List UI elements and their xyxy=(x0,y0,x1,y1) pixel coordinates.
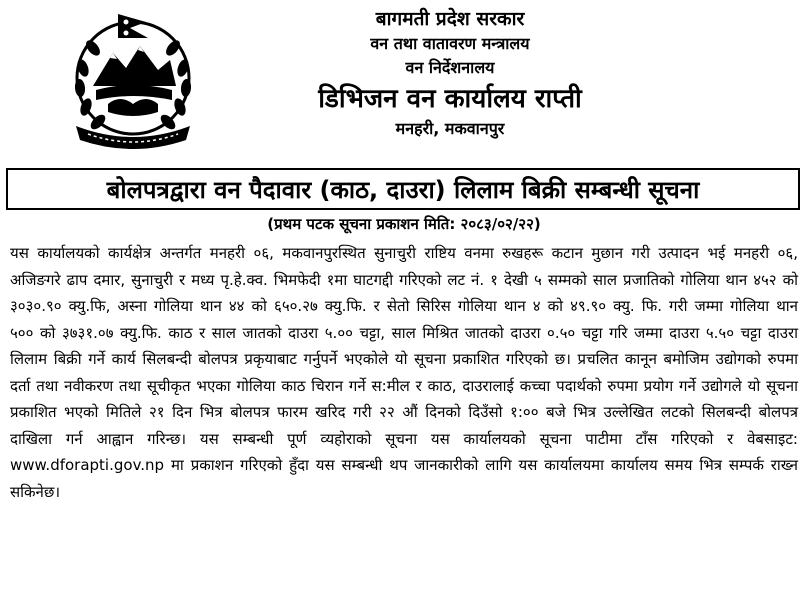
letterhead xyxy=(200,6,700,140)
notice-body: यस कार्यालयको कार्यक्षेत्र अन्तर्गत मनहरी ०६, मकवानपुरस्थित सुनाचुरी राष्टिय वनमा रुखहरू कटान मुछान गरी उत्पादन भई मनहरी ०६, अजिङगरे ढाप दमार, सुनाचुरी र मध्य पृ.हे.क्व. भिमफेदी १मा घाटगद्दी गरिएको लट नं. १ देखी ५ सम्मको साल प्रजातिको गोलिया थान ४५२ को ३०३०.९० क्यु.फि, अस्ना गोलिया थान ४४ को ६५०.२७ क्यु.फि. र सेतो सिरिस गोलिया थान ४ को ४९.९० क्यु. फि. गरी जम्मा गोलिया थान ५०० को ३७३१.०७ क्यु.फि. काठ र साल जातको दाउरा ५.०० चट्टा, साल मिश्रित जातको दाउरा ०.५० चट्टा गरि जम्मा दाउरा ५.५० चट्टा दाउरा लिलाम बिक्री गर्ने कार्य सिलबन्दी बोलपत्र प्रकृयाबाट गर्नुपर्ने भएकोले यो सूचना प्रकाशित गरिएको छ। प्रचलित कानून बमोजिम उद्योगको रुपमा दर्ता तथा नवीकरण तथा सूचीकृत भएका गोलिया काठ चिरान गर्ने स:मील र काठ, दाउरालाई कच्चा पदार्थको रुपमा प्रयोग गर्ने उद्योगले यो सूचना प्रकाशित भएको मितिले २१ दिन भित्र बोलपत्र फारम खरिद गरी २२ औं दिनको दिउँसो १:०० बजे भित्र उल्लेखित लटको सिलबन्दी बोलपत्र दाखिला गर्न आह्वान गरिन्छ। यस सम्बन्धी पूर्ण व्यहोराको सूचना यस कार्यालयको सूचना पाटीमा टाँस गरिएको र वेबसाइट: www.dforapti.gov.np मा प्रकाशन गरिएको हुँदा यस सम्बन्धी थप जानकारीको लागि यस कार्यालयमा कार्यालय समय भित्र सम्पर्क राख्न सकिनेछ। xyxy=(10,244,798,501)
office-name: डिभिजन वन कार्यालय राप्ती xyxy=(318,84,582,114)
notice-title-banner xyxy=(6,168,800,210)
nepal-emblem-icon xyxy=(58,8,208,158)
government-name: बागमती प्रदेश सरकार xyxy=(375,8,525,30)
directorate-name: वन निर्देशनालय xyxy=(405,58,495,77)
office-location: मनहरी, मकवानपुर xyxy=(395,119,505,138)
notice-title: बोलपत्रद्वारा वन पैदावार (काठ, दाउरा) लिलाम बिक्री सम्बन्धी सूचना xyxy=(106,175,700,204)
publication-date-line: (प्रथम पटक सूचना प्रकाशन मिति: २०८३/०२/२२) xyxy=(267,215,541,233)
ministry-name: वन तथा वातावरण मन्त्रालय xyxy=(370,34,530,53)
